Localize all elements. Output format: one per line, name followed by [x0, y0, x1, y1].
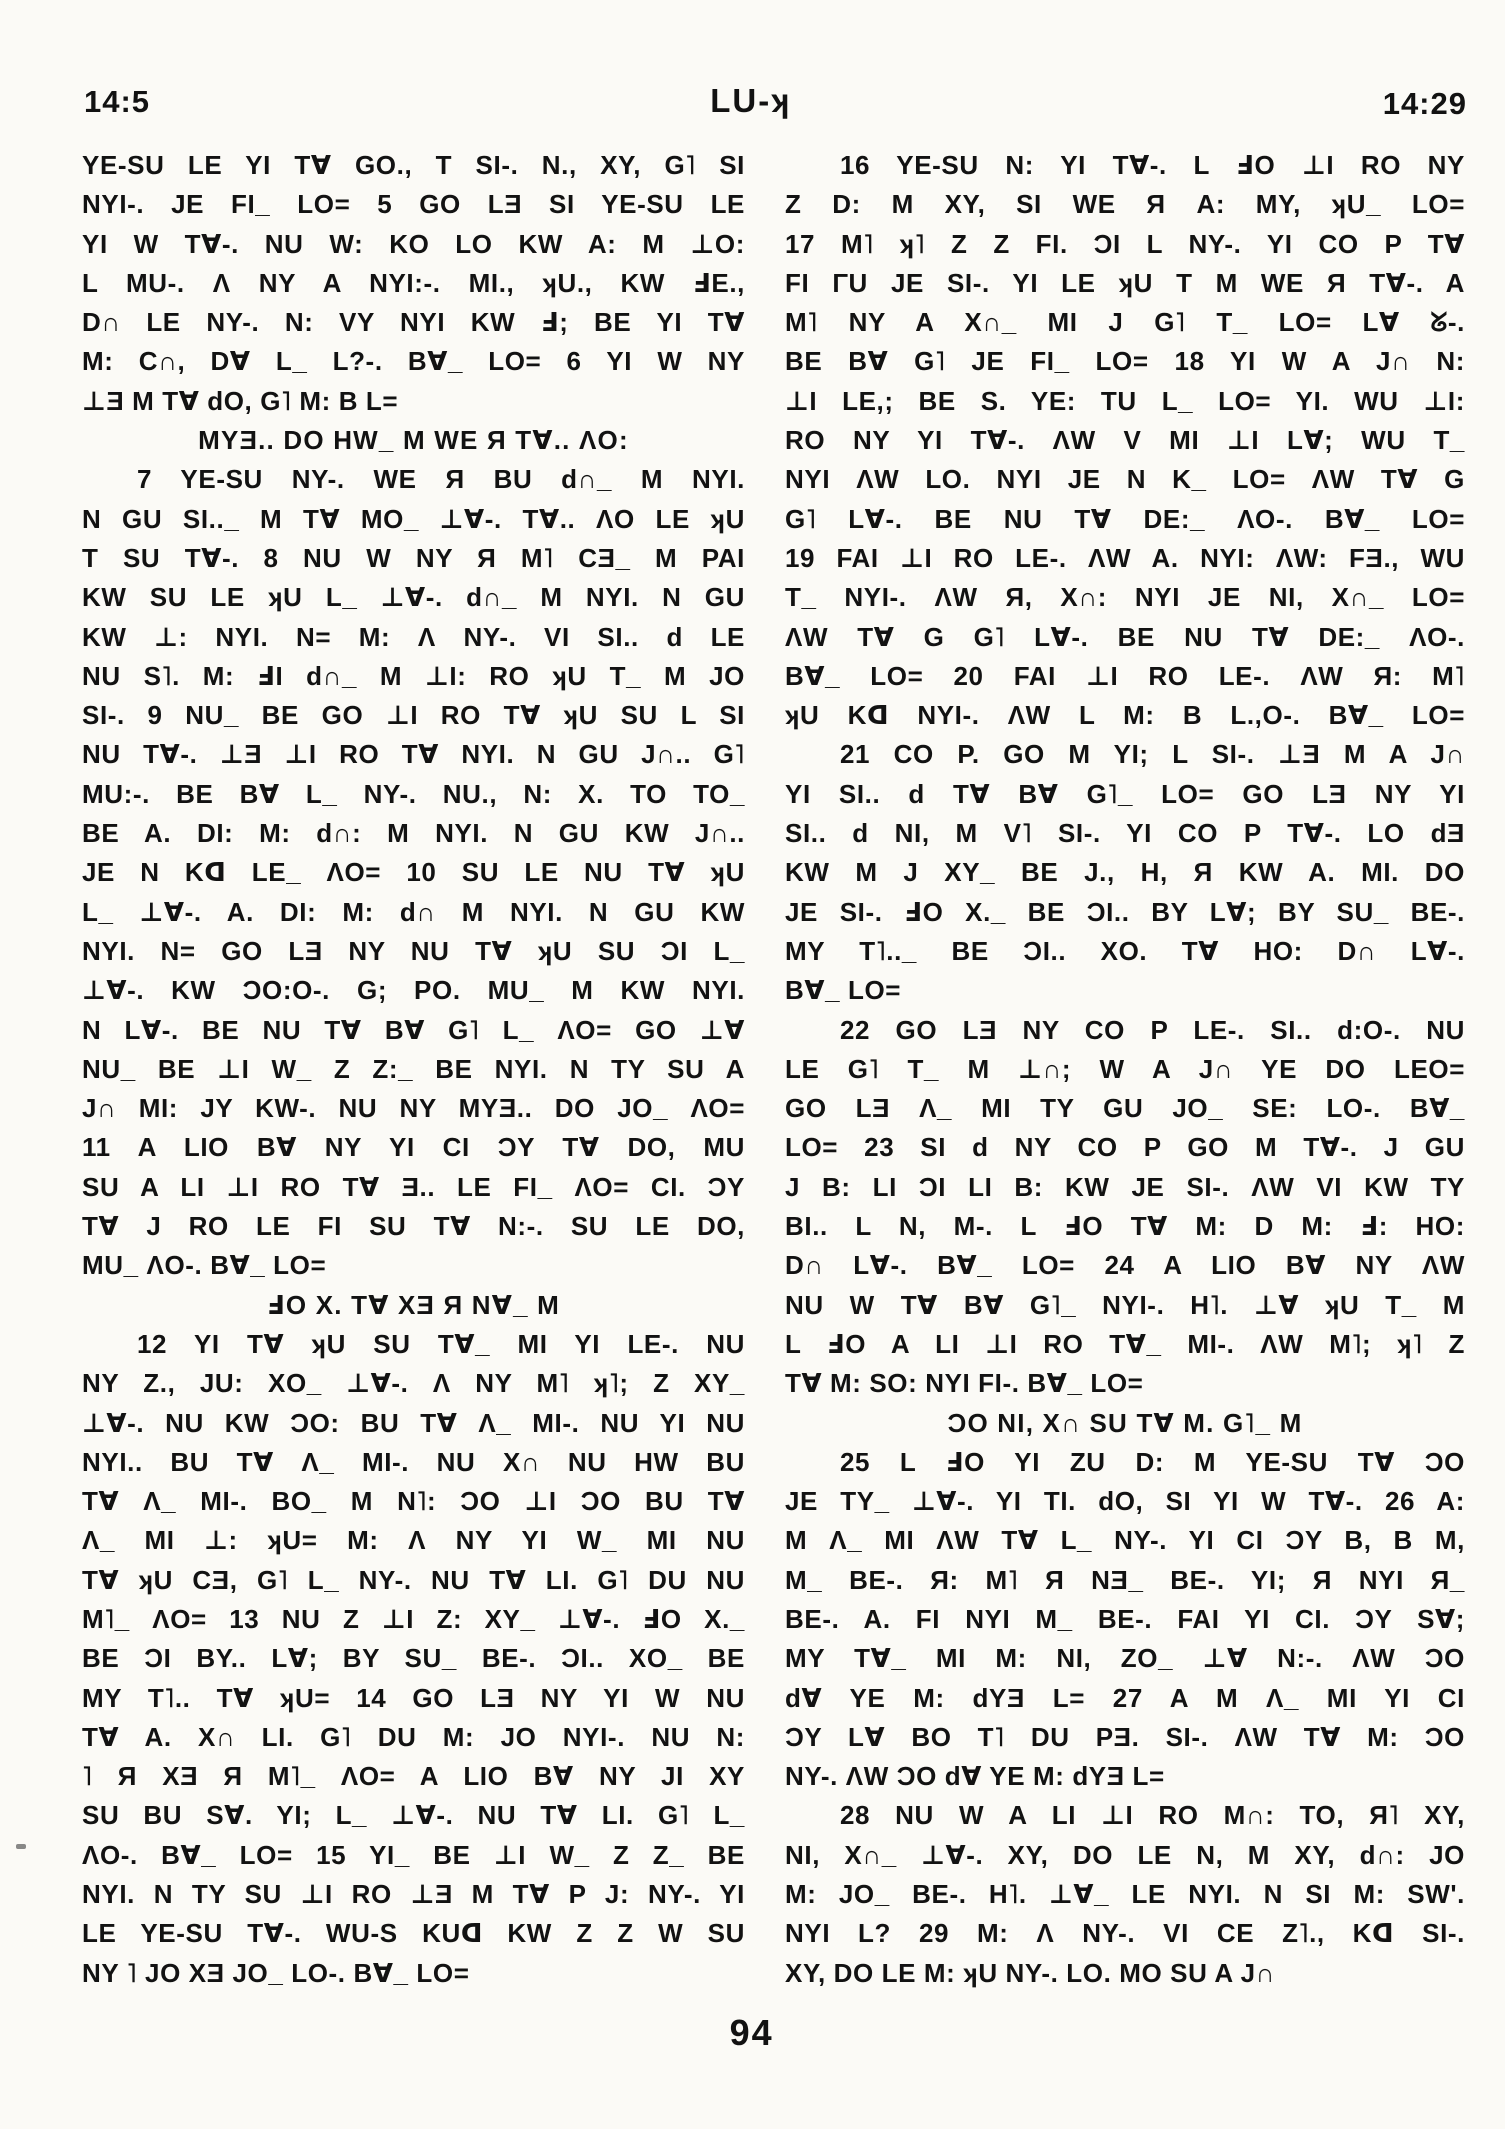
text-line: 16 YE-SU N: YI T∀-. L ℲO ⊥I RO NY [840, 150, 1465, 180]
text-line: L MU-. Λ NY A NYI:-. MI., ʞU., KW ℲE., [82, 267, 745, 298]
text-line: LO= 23 SI d NY CO P GO M T∀-. J GU [785, 1132, 1465, 1163]
text-line: ΛO-. B∀_ LO= 15 YI_ BE ⊥I W_ Z Z_ BE [82, 1839, 745, 1870]
text-line: T_ NYI-. ΛW Я, X∩: NYI JE NI, X∩_ LO= [785, 582, 1465, 613]
text-line: MY T∀_ MI M: NI, ZO_ ⊥∀ N:-. ΛW ƆO [785, 1643, 1465, 1674]
text-line: ƆY L∀ BO T˥ DU PƎ. SI-. ΛW T∀ M: ƆO [785, 1721, 1465, 1752]
text-line: T∀ A. X∩ LI. G˥ DU M: JO NYI-. NU N: [82, 1721, 745, 1752]
text-line: N GU SI.._ M T∀ MO_ ⊥∀-. T∀.. ΛO LE ʞU [82, 503, 745, 534]
chapter-verse-ref-left: 14:5 [84, 84, 151, 119]
text-line: JE TY_ ⊥∀-. YI TI. dO, SI YI W T∀-. 26 A: [785, 1486, 1465, 1517]
text-line: T SU T∀-. 8 NU W NY Я M˥ CƎ_ M PAI [82, 542, 745, 573]
text-line: ΛW T∀ G G˥ L∀-. BE NU T∀ DE:_ ΛO-. [785, 621, 1465, 652]
text-line: KW ⊥: NYI. N= M: Λ NY-. VI SI.. d LE [82, 621, 745, 652]
text-line: SU BU S∀. YI; L_ ⊥∀-. NU T∀ LI. G˥ L_ [82, 1800, 745, 1831]
text-line: N L∀-. BE NU T∀ B∀ G˥ L_ ΛO= GO ⊥∀ [82, 1014, 745, 1045]
text-line: RO NY YI T∀-. ΛW V MI ⊥I L∀; WU T_ [785, 425, 1465, 456]
text-line: MU:-. BE B∀ L_ NY-. NU., N: X. TO TO_ [82, 778, 745, 809]
text-line: 17 M˥ ʞ˥ Z Z FI. ƆI L NY-. YI CO P T∀ [785, 228, 1465, 259]
text-line: YI W T∀-. NU W: KO LO KW A: M ⊥O: [82, 228, 745, 259]
text-line: L_ ⊥∀-. A. DI: M: d∩ M NYI. N GU KW [82, 896, 745, 927]
text-line: M: JO_ BE-. H˥. ⊥∀_ LE NYI. N SI M: SW'. [785, 1879, 1465, 1910]
text-column-left [82, 146, 745, 1993]
text-line: D∩ LE NY-. N: VY NYI KW Ⅎ; BE YI T∀ [82, 307, 745, 338]
text-line: XY, DO LE M: ʞU NY-. LO. MO SU A J∩ [785, 1957, 1276, 1988]
text-line: NY-. ΛW ƆO d∀ YE M: dYƎ L= [785, 1761, 1165, 1792]
text-line: NU W T∀ B∀ G˥_ NYI-. H˥. ⊥∀ ʞU T_ M [785, 1289, 1465, 1320]
text-line: NU S˥. M: ℲI d∩_ M ⊥I: RO ʞU T_ M JO [82, 660, 745, 691]
text-line: NYI-. JE FI_ LO= 5 GO LƎ SI YE-SU LE [82, 189, 745, 220]
text-line: JE SI-. ℲO X._ BE ƆI.. BY L∀; BY SU_ BE-. [785, 896, 1465, 927]
text-line: LE YE-SU T∀-. WU-S KUᗡ KW Z Z W SU [82, 1918, 745, 1949]
text-line: d∀ YE M: dYƎ L= 27 A M Λ_ MI YI CI [785, 1682, 1465, 1713]
text-line: G˥ L∀-. BE NU T∀ DE:_ ΛO-. B∀_ LO= [785, 503, 1465, 534]
text-line: 11 A LIO B∀ NY YI CI ƆY T∀ DO, MU [82, 1132, 745, 1163]
text-line: YI SI.. d T∀ B∀ G˥_ LO= GO LƎ NY YI [785, 778, 1465, 809]
text-line: MU_ ΛO-. B∀_ LO= [82, 1250, 327, 1281]
text-line: NYI ΛW LO. NYI JE N K_ LO= ΛW T∀ G [785, 464, 1465, 495]
text-line: Λ_ MI ⊥: ʞU= M: Λ NY YI W_ MI NU [82, 1525, 745, 1556]
scan-artifact-dot [16, 1844, 26, 1849]
text-line: NY ˥ JO XƎ JO_ LO-. B∀_ LO= [82, 1957, 470, 1988]
text-line: YE-SU LE YI T∀ GO., T SI-. N., XY, G˥ SI [82, 150, 745, 180]
text-line: T∀ ʞU CƎ, G˥ L_ NY-. NU T∀ LI. G˥ DU NU [82, 1564, 745, 1595]
text-line: NY Z., JU: XO_ ⊥∀-. Λ NY M˥ ʞ˥; Z XY_ [82, 1368, 745, 1399]
text-line: M˥_ ΛO= 13 NU Z ⊥I Z: XY_ ⊥∀-. ℲO X._ [82, 1603, 745, 1634]
text-line: D∩ L∀-. B∀_ LO= 24 A LIO B∀ NY ΛW [785, 1250, 1465, 1281]
text-line: 21 CO P. GO M YI; L SI-. ⊥Ǝ M A J∩ [840, 739, 1465, 770]
text-line: NYI.. BU T∀ Λ_ MI-. NU X∩ NU HW BU [82, 1446, 745, 1477]
text-line: ˥ Я XƎ Я M˥_ ΛO= A LIO B∀ NY JI XY [82, 1761, 745, 1792]
text-line: NYI. N= GO LƎ NY NU T∀ ʞU SU ƆI L_ [82, 935, 745, 966]
text-line: LE G˥ T_ M ⊥∩; W A J∩ YE DO LEO= [785, 1053, 1465, 1084]
text-line: MY T˥.._ BE ƆI.. XO. T∀ HO: D∩ L∀-. [785, 935, 1465, 966]
text-line: BE A. DI: M: d∩: M NYI. N GU KW J∩.. [82, 818, 745, 849]
text-line: ⊥∀-. NU KW ƆO: BU T∀ Λ_ MI-. NU YI NU [82, 1407, 745, 1438]
text-line: 12 YI T∀ ʞU SU T∀_ MI YI LE-. NU [137, 1328, 745, 1359]
text-line: T∀ Λ_ MI-. BO_ M N˥: ƆO ⊥I ƆO BU T∀ [82, 1486, 745, 1517]
text-line: NI, X∩_ ⊥∀-. XY, DO LE N, M XY, d∩: JO [785, 1839, 1465, 1870]
text-line: M˥ NY A X∩_ MI J G˥ T_ LO= L∀ ᘜ-. [785, 307, 1465, 338]
running-head [0, 84, 1505, 128]
text-line: M: C∩, D∀ L_ L?-. B∀_ LO= 6 YI W NY [82, 346, 745, 377]
text-line: ⊥∀-. KW ƆO:O-. G; PO. MU_ M KW NYI. [82, 975, 745, 1006]
section-heading: MYƎ.. DO HW_ M WE Я T∀.. ΛO: [198, 425, 629, 456]
text-line: 25 L ℲO YI ZU D: M YE-SU T∀ ƆO [840, 1446, 1465, 1477]
text-line: M Λ_ MI ΛW T∀ L_ NY-. YI CI ƆY B, B M, [785, 1525, 1465, 1556]
book-title: LU-ʞ [710, 82, 792, 119]
text-line: SI-. 9 NU_ BE GO ⊥I RO T∀ ʞU SU L SI [82, 700, 745, 731]
text-line: SU A LI ⊥I RO T∀ Ǝ.. LE FI_ ΛO= CI. ƆY [82, 1171, 745, 1202]
text-line: JE N Kᗡ LE_ ΛO= 10 SU LE NU T∀ ʞU [82, 857, 745, 888]
text-line: M_ BE-. Я: M˥ Я NƎ_ BE-. YI; Я NYI Я_ [785, 1564, 1465, 1595]
section-heading: ƆO NI, X∩ SU T∀ M. G˥_ M [947, 1407, 1303, 1438]
text-line: BI.. L N, M-. L ℲO T∀ M: D M: Ⅎ: HO: [785, 1211, 1465, 1242]
text-line: B∀_ LO= 20 FAI ⊥I RO LE-. ΛW Я: M˥ [785, 660, 1465, 691]
text-line: T∀ J RO LE FI SU T∀ N:-. SU LE DO, [82, 1211, 745, 1242]
text-line: BE ƆI BY.. L∀; BY SU_ BE-. ƆI.. XO_ BE [82, 1643, 745, 1674]
text-line: BE B∀ G˥ JE FI_ LO= 18 YI W A J∩ N: [785, 346, 1465, 377]
text-line: KW M J XY_ BE J., H, Я KW A. MI. DO [785, 857, 1465, 888]
text-line: ⊥I LE,; BE S. YE: TU L_ LO= YI. WU ⊥I: [785, 385, 1465, 416]
text-line: Z D: M XY, SI WE Я A: MY, ʞU_ LO= [785, 189, 1465, 220]
text-line: ⊥Ǝ M T∀ dO, G˥ M: B L= [82, 385, 399, 416]
text-line: J B: LI ƆI LI B: KW JE SI-. ΛW VI KW TY [785, 1171, 1465, 1202]
page-number: 94 [729, 2012, 774, 2053]
text-line: NU T∀-. ⊥Ǝ ⊥I RO T∀ NYI. N GU J∩.. G˥ [82, 739, 745, 770]
text-line: 19 FAI ⊥I RO LE-. ΛW A. NYI: ΛW: FƎ., WU [785, 542, 1465, 573]
text-line: 28 NU W A LI ⊥I RO M∩: TO, Я˥ XY, [840, 1800, 1465, 1831]
text-line: NYI. N TY SU ⊥I RO ⊥Ǝ M T∀ P J: NY-. YI [82, 1879, 745, 1910]
text-line: L ℲO A LI ⊥I RO T∀_ MI-. ΛW M˥; ʞ˥ Z [785, 1328, 1465, 1359]
text-line: GO LƎ Λ_ MI TY GU JO_ SE: LO-. B∀_ [785, 1093, 1465, 1124]
text-line: ʞU Kᗡ NYI-. ΛW L M: B L.,O-. B∀_ LO= [785, 700, 1465, 731]
text-line: J∩ MI: JY KW-. NU NY MYƎ.. DO JO_ ΛO= [82, 1093, 745, 1124]
text-line: NYI L? 29 M: Λ NY-. VI CE Z˥., Kᗡ SI-. [785, 1918, 1465, 1949]
text-line: FI ΓU JE SI-. YI LE ʞU T M WE Я T∀-. A [785, 267, 1465, 298]
text-line: B∀_ LO= [785, 975, 902, 1006]
text-line: SI.. d NI, M V˥ SI-. YI CO P T∀-. LO dƎ [785, 818, 1465, 849]
text-line: T∀ M: SO: NYI FI-. B∀_ LO= [785, 1368, 1144, 1399]
text-line: MY T˥.. T∀ ʞU= 14 GO LƎ NY YI W NU [82, 1682, 745, 1713]
text-line: 7 YE-SU NY-. WE Я BU d∩_ M NYI. [137, 464, 745, 495]
text-line: NU_ BE ⊥I W_ Z Z:_ BE NYI. N TY SU A [82, 1053, 745, 1084]
text-column-right [785, 146, 1465, 1993]
chapter-verse-ref-right: 14:29 [1382, 86, 1467, 121]
section-heading: ℲO X. T∀ XƎ Я N∀_ M [266, 1289, 561, 1320]
text-line: KW SU LE ʞU L_ ⊥∀-. d∩_ M NYI. N GU [82, 582, 745, 613]
text-line: BE-. A. FI NYI M_ BE-. FAI YI CI. ƆY S∀; [785, 1603, 1465, 1634]
text-line: 22 GO LƎ NY CO P LE-. SI.. d:O-. NU [840, 1014, 1465, 1045]
